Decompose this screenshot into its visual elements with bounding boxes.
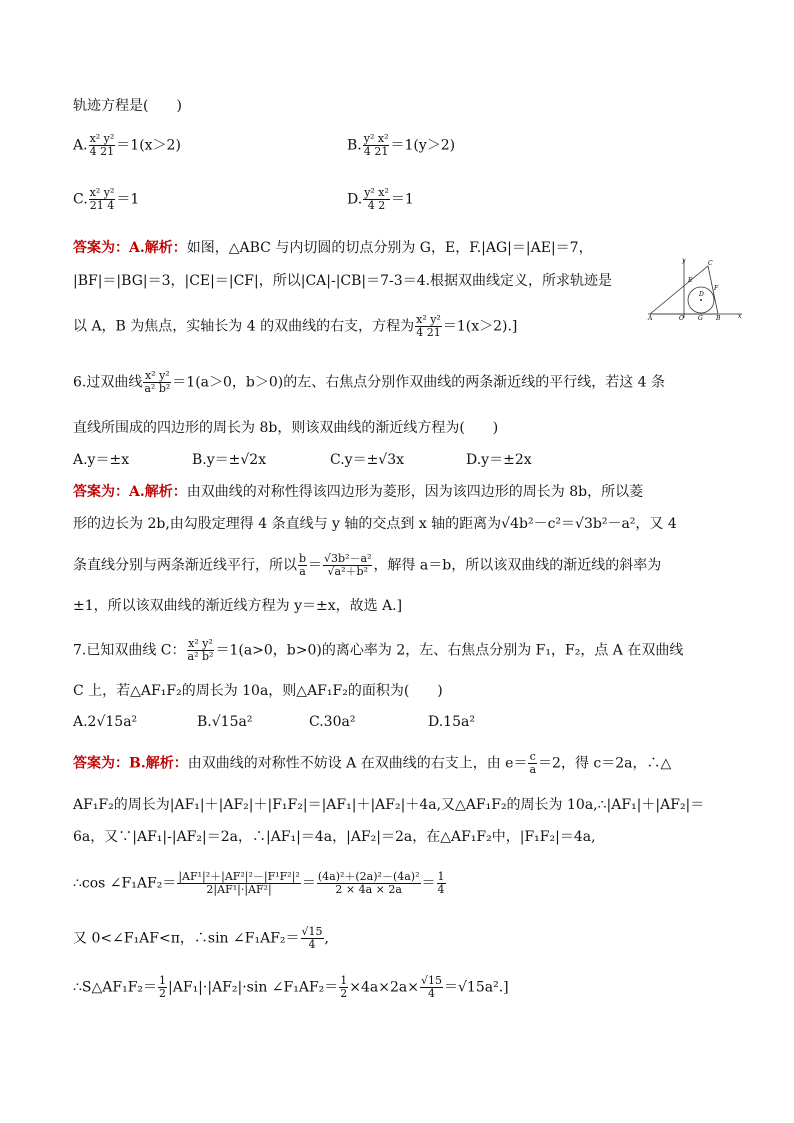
fig-label-b: B <box>716 315 721 320</box>
q6-answer-line-3: 条直线分别与两条渐近线平行，所以 $\frac{b}{a}$ ＝ $\frac{\text{√3b²－a²}}{\text{√a²＋b²}}$ ，解得 a＝b，所以该双曲线的渐近线的斜率为 <box>73 552 662 578</box>
fig-label-e: E <box>688 277 693 284</box>
fig-label-d: D <box>699 291 704 298</box>
q6-option-b: B.y＝±√2x <box>192 452 267 468</box>
q7-answer-line-4: ∴cos ∠F₁AF₂＝ $\frac{\text{|AF¹|²＋|AF²|²－|F¹F²|²}}{\text{2|AF¹|·|AF²|}}$ ＝ $\frac{\text{(4a)²＋(2a)²－(4a)²}}{2 \times 4a \times 2a}$ ＝ $\frac{1}{4}$ <box>73 870 445 896</box>
q5-answer-line-3: 以 A，B 为焦点，实轴长为 4 的双曲线的右支，方程为 $\frac{\text{x² y²}}{4 21}$ ＝1(x＞2).] <box>73 313 518 339</box>
q6-answer-line-4: ±1，所以该双曲线的渐近线方程为 y＝±x，故选 A.] <box>73 598 403 614</box>
q7-answer-line-1: 答案为：B.解析：由双曲线的对称性不妨设 A 在双曲线的右支上，由 e＝ $\frac{c}{a}$ ＝2，得 c＝2a，∴△ <box>73 750 672 776</box>
q7-option-d: D.15a² <box>428 714 475 730</box>
incircle-figure <box>646 256 746 320</box>
q7-option-b: B.√15a² <box>197 714 253 730</box>
fig-label-x: x <box>738 313 742 320</box>
fig-label-f: F <box>714 285 719 292</box>
fig-label-y: y <box>682 257 686 264</box>
q7-answer-line-6: ∴S△AF₁F₂＝ $\frac{1}{2}$ |AF₁|·|AF₂|·sin ∠F₁AF₂＝ $\frac{1}{2}$ ×4a×2a× $\frac{√15}{4}$ ＝√15a².] <box>73 974 509 1000</box>
q6-option-a: A.y＝±x <box>73 452 130 468</box>
fig-label-a: A <box>648 315 653 320</box>
q6-option-d: D.y＝±2x <box>466 452 532 468</box>
q5-answer-line-1: 答案为：A.解析：如图，△ABC 与内切圆的切点分别为 G，E，F.|AG|＝|AE|＝7， <box>73 240 593 256</box>
q7-stem-line-1: 7.已知双曲线 C： $\frac{\text{x² y²}}{\text{a² b²}}$ ＝1(a>0，b>0)的离心率为 2，左、右焦点分别为 F₁，F₂，点 A 在双曲线 <box>73 637 684 663</box>
answer-tag: 答案为：A.解析： <box>73 240 187 256</box>
q7-answer-line-5: 又 0<∠F₁AF<π，∴sin ∠F₁AF₂＝ $\frac{√15}{4}$ , <box>73 925 329 951</box>
q5-answer-line-2: |BF|＝|BG|＝3，|CE|＝|CF|，所以|CA|-|CB|＝7-3＝4.根据双曲线定义，所求轨迹是 <box>73 273 613 289</box>
q7-answer-line-2: AF₁F₂的周长为|AF₁|＋|AF₂|＋|F₁F₂|＝|AF₁|＋|AF₂|＋4a,又△AF₁F₂的周长为 10a,∴|AF₁|＋|AF₂|＝ <box>73 797 705 813</box>
q7-option-a: A.2√15a² <box>73 714 138 730</box>
answer-tag: 答案为：A.解析： <box>73 484 187 500</box>
intro-line: 轨迹方程是( ) <box>73 98 182 114</box>
q5-option-a: A. $\frac{\text{x² y²}}{4 21}$ ＝1(x＞2) <box>73 132 181 158</box>
q5-option-c: C. $\frac{\text{x² y²}}{21 4}$ ＝1 <box>73 186 140 212</box>
q6-stem-line-2: 直线所围成的四边形的周长为 8b，则该双曲线的渐近线方程为( ) <box>73 420 499 436</box>
fig-label-g: G <box>698 315 703 320</box>
q6-answer-line-1: 答案为：A.解析：由双曲线的对称性得该四边形为菱形，因为该四边形的周长为 8b，所以菱 <box>73 484 644 500</box>
fig-label-c: C <box>708 260 713 267</box>
q7-stem-line-2: C 上，若△AF₁F₂的周长为 10a，则△AF₁F₂的面积为( ) <box>73 683 443 699</box>
answer-tag: 答案为：B.解析： <box>73 755 188 772</box>
q7-answer-line-3: 6a，又∵|AF₁|-|AF₂|＝2a，∴|AF₁|＝4a，|AF₂|＝2a，在△AF₁F₂中，|F₁F₂|＝4a, <box>73 829 596 845</box>
q5-option-d: D. $\frac{\text{y² x²}}{4 2}$ ＝1 <box>347 186 414 212</box>
q5-option-b: B. $\frac{\text{y² x²}}{4 21}$ ＝1(y＞2) <box>347 132 456 158</box>
q6-option-c: C.y＝±√3x <box>330 452 405 468</box>
q7-option-c: C.30a² <box>309 714 356 730</box>
q6-answer-line-2: 形的边长为 2b,由勾股定理得 4 条直线与 y 轴的交点到 x 轴的距离为√4b²－c²＝√3b²－a²，又 4 <box>73 516 677 532</box>
fig-label-o: O <box>679 315 684 320</box>
q6-stem-line-1: 6.过双曲线 $\frac{\text{x² y²}}{\text{a² b²}}$ ＝1(a＞0，b＞0)的左、右焦点分别作双曲线的两条渐近线的平行线，若这 4 条 <box>73 369 666 395</box>
